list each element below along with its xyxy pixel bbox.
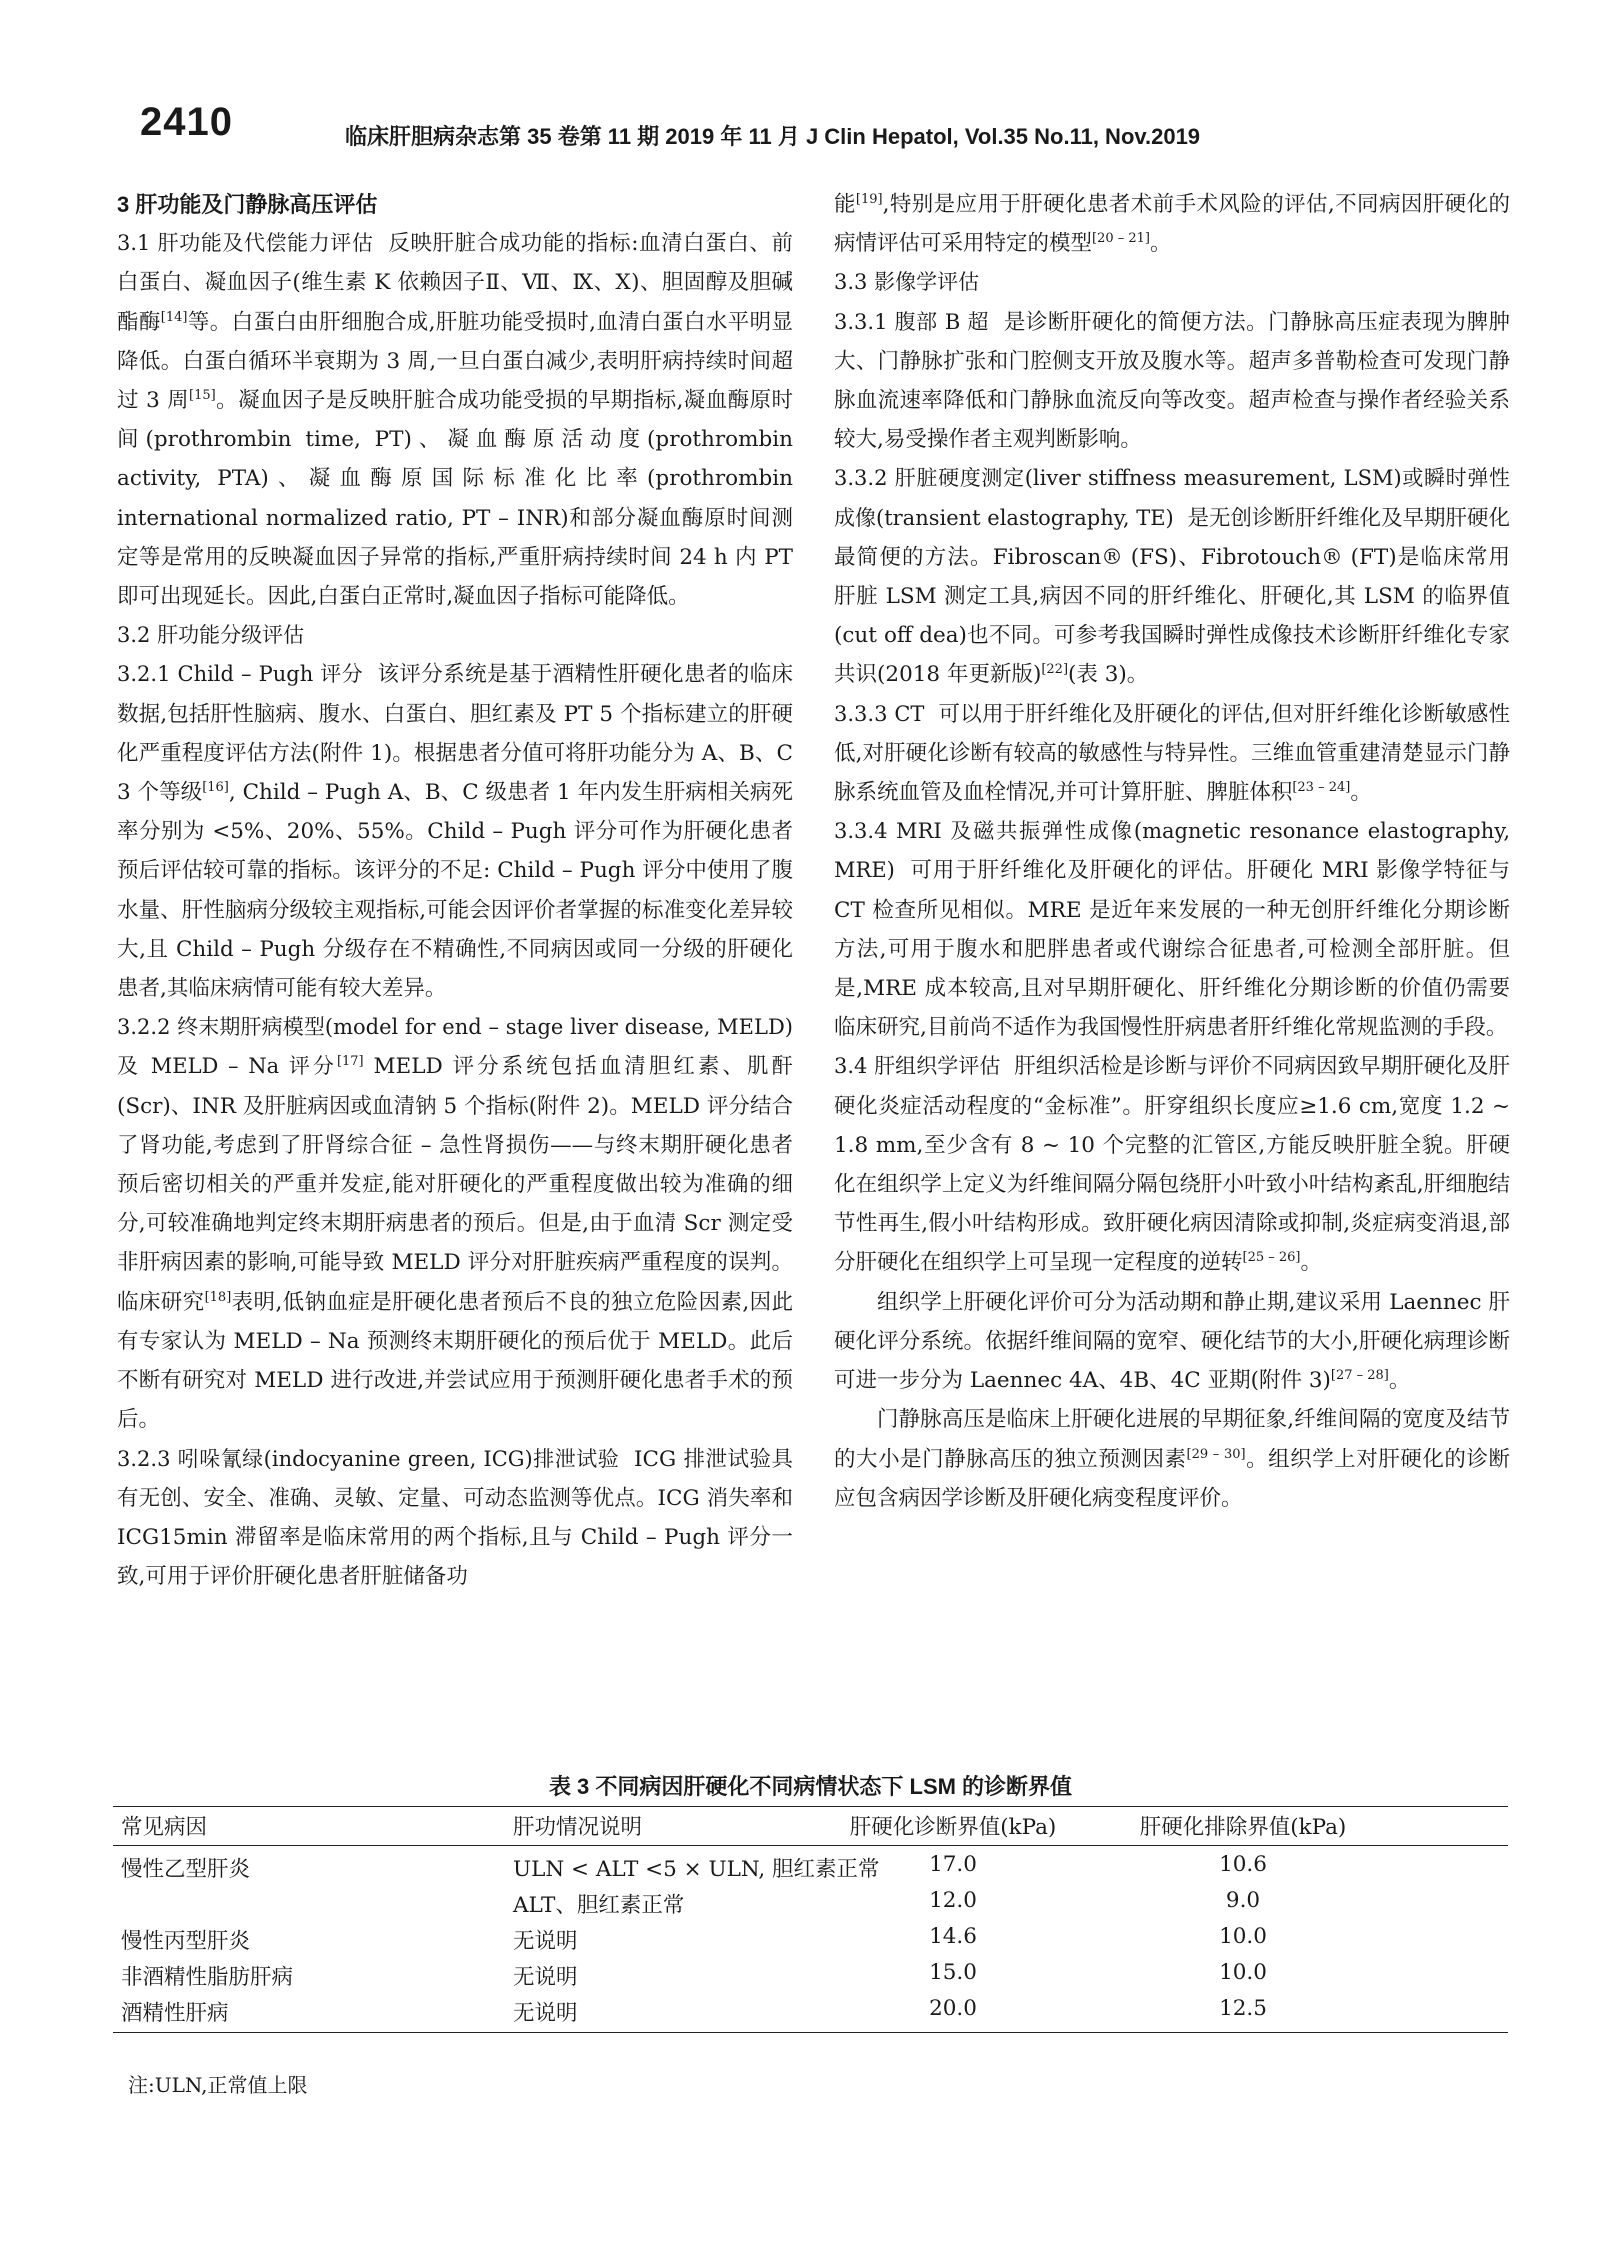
paragraph-text: 。 — [1300, 1250, 1323, 1276]
paragraph-text: 组织学上肝硬化评价可分为活动期和静止期,建议采用 Laennec 肝硬化评分系统。依据纤维间隔的宽窄、硬化结节的大小,肝硬化病理诊断可进一步分为 Laennec 4A、4B、4C 亚期(附件 3) — [834, 1289, 1510, 1394]
journal-running-title: 临床肝胆病杂志第 35 卷第 11 期 2019 年 11 月 J Clin Hepatol, Vol.35 No.11, Nov.2019 — [345, 124, 1201, 149]
table-row — [113, 1848, 1508, 1884]
paragraph-3-3-1 — [834, 303, 1510, 460]
table-cell: 10.0 — [1219, 1924, 1267, 1949]
paragraph-3-3-3 — [834, 695, 1510, 813]
paragraph-text: 能 — [834, 192, 856, 217]
paragraph-continued — [834, 185, 1510, 263]
paragraph-text: 。 — [1150, 231, 1172, 257]
table-cell: 20.0 — [929, 1996, 977, 2021]
subheading-3-2-2: 3.2.2 终末期肝病模型(model for end – stage liver disease, MELD)及 MELD – Na 评分 — [117, 1015, 793, 1079]
section-heading-3: 3 肝功能及门静脉高压评估 — [117, 192, 378, 217]
table-row — [113, 1884, 1508, 1920]
table-cell: 9.0 — [1225, 1888, 1261, 1913]
paragraph-3-2-1 — [117, 655, 793, 1008]
paragraph-text: 等。白蛋白由肝细胞合成,肝脏功能受损时,血清白蛋白水平明显降低。白蛋白循环半衰期为 3 周,一旦白蛋白减少,表明肝病持续时间超过 3 周 — [117, 309, 793, 414]
paragraph-text: 表明,低钠血症是肝硬化患者预后不良的独立危险因素,因此有专家认为 MELD – Na 预测终末期肝硬化的预后优于 MELD。此后不断有研究对 MELD 进行改进,并尝试应用于预测肝硬化患者手术的预后。 — [117, 1289, 793, 1433]
paragraph-text: 。组织学上对肝硬化的诊断应包含病因学诊断及肝硬化病变程度评价。 — [834, 1446, 1510, 1511]
table-cell: 15.0 — [929, 1960, 977, 1985]
paragraph-text: 。 — [1388, 1368, 1411, 1394]
citation: [17] — [336, 1054, 364, 1070]
table-header-row — [113, 1806, 1508, 1842]
subheading-3-4: 3.4 肝组织学评估 — [834, 1054, 1001, 1079]
paragraph-text: 。 — [1350, 780, 1372, 806]
citation: [18] — [204, 1289, 232, 1305]
table-cell: 10.0 — [1219, 1960, 1267, 1985]
table-cell: 12.5 — [1219, 1996, 1267, 2021]
table-cell: 酒精性肝病 — [121, 2001, 229, 2026]
left-column — [117, 185, 793, 1596]
right-column — [834, 185, 1510, 1518]
page-header — [0, 0, 1621, 170]
table-cell: 12.0 — [929, 1888, 977, 1913]
paragraph-text: (表 3)。 — [1068, 662, 1149, 688]
paragraph-text: 可用于肝纤维化及肝硬化的评估。肝硬化 MRI 影像学特征与 CT 检查所见相似。MRE 是近年来发展的一种无创肝纤维化分期诊断方法,可用于腹水和肥胖患者或代谢综合征患者,可检测全部肝脏。但是,MRE 成本较高,且对早期肝硬化、肝纤维化分期诊断的价值仍需要临床研究,目前尚不适作为我国慢性肝病患者肝纤维化常规监测的手段。 — [834, 858, 1510, 1041]
citation: [23 – 24] — [1292, 779, 1351, 795]
page-number: 2410 — [140, 100, 233, 144]
citation: [14] — [160, 309, 188, 325]
paragraph-3-3-2 — [834, 459, 1510, 694]
table-header-cell: 肝硬化诊断界值(kPa) — [849, 1815, 1057, 1840]
paragraph-text: , Child – Pugh A、B、C 级患者 1 年内发生肝病相关病死率分别为 <5%、20%、55%。Child – Pugh 评分可作为肝硬化患者预后评估较可靠的指标。该评分的不足: Child – Pugh 评分中使用了腹水量、肝性脑病分级较主观指标,可能会因评价者掌握的标准变化差异较大,且 Child – Pugh 分级存在不精确性,不同病因或同一分级的肝硬化患者,其临床病情可能有较大差异。 — [117, 780, 793, 1002]
citation: [22] — [1041, 662, 1069, 678]
table-cell: 慢性乙型肝炎 — [121, 1857, 251, 1882]
subheading-3-2-3: 3.2.3 吲哚氰绿(indocyanine green, ICG)排泄试验 — [117, 1446, 620, 1471]
table-note: 注:ULN,正常值上限 — [128, 2073, 308, 2097]
subheading-3-2-1: 3.2.1 Child – Pugh 评分 — [117, 662, 364, 687]
subheading-3-3-4: 3.3.4 MRI 及磁共振弹性成像(magnetic resonance elastography, MRE) — [834, 819, 1510, 883]
table-cell: 无说明 — [513, 1929, 578, 1954]
paragraph-portal-hypertension — [834, 1400, 1510, 1518]
paragraph-text: MELD 评分系统包括血清胆红素、肌酐(Scr)、INR 及肝脏病因或血清钠 5 个指标(附件 2)。MELD 评分结合了肾功能,考虑到了肝肾综合征 – 急性肾损伤——与终末期肝硬化患者预后密切相关的严重并发症,能对肝硬化的严重程度做出较为准确的细分,可较准确地判定终末期肝病患者的预后。但是,由于血清 Scr 测定受非肝病因素的影响,可能导致 MELD 评分对肝脏疾病严重程度的误判。临床研究 — [117, 1054, 793, 1315]
paragraph-text: 可以用于肝纤维化及肝硬化的评估,但对肝纤维化诊断敏感性低,对肝硬化诊断有较高的敏感性与特异性。三维血管重建清楚显示门静脉系统血管及血栓情况,并可计算肝脏、脾脏体积 — [834, 701, 1510, 806]
table-cell: 慢性丙型肝炎 — [121, 1929, 251, 1954]
table-cell: 10.6 — [1219, 1852, 1267, 1877]
paragraph-text: ,特别是应用于肝硬化患者术前手术风险的评估,不同病因肝硬化的病情评估可采用特定的模型 — [834, 192, 1510, 257]
paragraph-text: ICG 排泄试验具有无创、安全、准确、灵敏、定量、可动态监测等优点。ICG 消失率和 ICG15min 滞留率是临床常用的两个指标,且与 Child – Pugh 评分一致,可用于评价肝硬化患者肝脏储备功 — [117, 1446, 794, 1590]
table-title: 表 3 不同病因肝硬化不同病情状态下 LSM 的诊断界值 — [548, 1774, 1073, 1799]
paragraph-3-1 — [117, 224, 793, 616]
paragraph-text: 是无创诊断肝纤维化及早期肝硬化最简便的方法。Fibroscan® (FS)、Fibrotouch® (FT)是临床常用肝脏 LSM 测定工具,病因不同的肝纤维化、肝硬化,其 LSM 的临界值(cut off dea)也不同。可参考我国瞬时弹性成像技术诊断肝纤维化专家共识(2018 年更新版) — [834, 505, 1510, 688]
paragraph-text: 肝组织活检是诊断与评价不同病因致早期肝硬化及肝硬化炎症活动程度的“金标准”。肝穿组织长度应≥1.6 cm,宽度 1.2 ~ 1.8 mm,至少含有 8 ~ 10 个完整的汇管区,方能反映肝脏全貌。肝硬化在组织学上定义为纤维间隔分隔包绕肝小叶致小叶结构紊乱,肝细胞结节性再生,假小叶结构形成。致肝硬化病因清除或抑制,炎症病变消退,部分肝硬化在组织学上可呈现一定程度的逆转 — [834, 1054, 1510, 1276]
citation: [29 – 30] — [1186, 1446, 1246, 1462]
table-cell: 非酒精性脂肪肝病 — [121, 1965, 294, 1990]
subheading-3-3-1: 3.3.1 腹部 B 超 — [834, 309, 990, 334]
paragraph-text: 门静脉高压是临床上肝硬化进展的早期征象,纤维间隔的宽度及结节的大小是门静脉高压的独立预测因素 — [834, 1407, 1510, 1472]
table-header-cell: 肝功情况说明 — [513, 1815, 643, 1840]
table-cell: ALT、胆红素正常 — [513, 1893, 685, 1918]
subheading-3-3: 3.3 影像学评估 — [834, 270, 980, 295]
paragraph-3-2-3 — [117, 1440, 793, 1597]
citation: [16] — [202, 779, 229, 795]
subheading-3-1: 3.1 肝功能及代偿能力评估 — [117, 231, 374, 256]
citation: [15] — [189, 387, 216, 403]
paragraph-3-3-4 — [834, 812, 1510, 1047]
citation: [25 – 26] — [1242, 1250, 1301, 1266]
table-cell: 无说明 — [513, 1965, 578, 1990]
table-cell: ULN < ALT <5 × ULN, 胆红素正常 — [513, 1857, 880, 1882]
table-header-rule — [113, 1845, 1508, 1846]
table-row — [113, 1920, 1508, 1956]
subheading-3-3-3: 3.3.3 CT — [834, 701, 925, 726]
table-cell: 无说明 — [513, 2001, 578, 2026]
table-row — [113, 1992, 1508, 2028]
paragraph-text: 是诊断肝硬化的简便方法。门静脉高压症表现为脾肿大、门静脉扩张和门腔侧支开放及腹水等。超声多普勒检查可发现门静脉血流速率降低和门静脉血流反向等改变。超声检查与操作者经验关系较大,易受操作者主观判断影响。 — [834, 309, 1510, 453]
paragraph-histology — [834, 1283, 1510, 1401]
table-header-cell: 肝硬化排除界值(kPa) — [1139, 1815, 1347, 1840]
subheading-3-3-2: 3.3.2 肝脏硬度测定(liver stiffness measurement, LSM)或瞬时弹性成像(transient elastography, TE) — [834, 466, 1510, 530]
paragraph-3-2-2 — [117, 1008, 793, 1439]
subheading-3-2: 3.2 肝功能分级评估 — [117, 623, 305, 648]
citation: [20 – 21] — [1092, 231, 1151, 247]
table-bottom-rule — [113, 2032, 1508, 2033]
table-row — [113, 1956, 1508, 1992]
table-cell: 14.6 — [929, 1924, 977, 1949]
citation: [19] — [855, 191, 883, 207]
table-header-cell: 常见病因 — [121, 1815, 208, 1840]
paragraph-text: 。凝血因子是反映肝脏合成功能受损的早期指标,凝血酶原时间(prothrombin time, PT)、凝血酶原活动度(prothrombin activity, PTA)、凝血酶原国际标准化比率(prothrombin international normalized ratio, PT – INR)和部分凝血酶原时间测定等是常用的反映凝血因子异常的指标,严重肝病持续时间 24 h 内 PT 即可出现延长。因此,白蛋白正常时,凝血因子指标可能降低。 — [117, 388, 793, 610]
paragraph-text: 反映肝脏合成功能的指标:血清白蛋白、前白蛋白、凝血因子(维生素 K 依赖因子Ⅱ、Ⅶ、Ⅸ、Ⅹ)、胆固醇及胆碱酯酶 — [117, 231, 794, 335]
table-cell: 17.0 — [929, 1852, 977, 1877]
paragraph-text: 该评分系统是基于酒精性肝硬化患者的临床数据,包括肝性脑病、腹水、白蛋白、胆红素及 PT 5 个指标建立的肝硬化严重程度评估方法(附件 1)。根据患者分值可将肝功能分为 A、B、C 3 个等级 — [117, 662, 793, 806]
paragraph-3-4 — [834, 1047, 1510, 1282]
citation: [27 – 28] — [1330, 1367, 1389, 1383]
